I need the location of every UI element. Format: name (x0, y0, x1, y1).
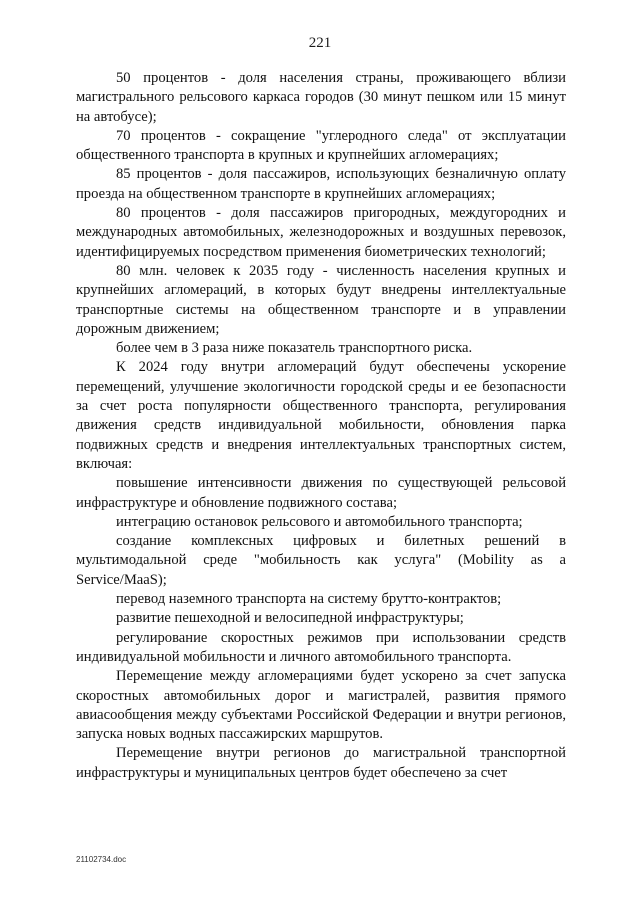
paragraph: Перемещение между агломерациями будет ускорено за счет запуска скоростных автомобильных дорог и магистралей, развития прямого авиасообщения между субъектами Российской Федерации и внутри регионов, запуска новых водных пассажирских маршрутов. (76, 668, 566, 743)
paragraph: перевод наземного транспорта на систему брутто-контрактов; (116, 591, 502, 608)
paragraph: более чем в 3 раза ниже показатель транспортного риска. (116, 340, 473, 357)
paragraph: 70 процентов - сокращение "углеродного следа" от эксплуатации общественного транспорта в крупных и крупнейших агломерациях; (76, 127, 566, 164)
document-body (76, 69, 566, 783)
document-file-reference: 21102734.doc (76, 855, 127, 864)
paragraph: развитие пешеходной и велосипедной инфраструктуры; (116, 610, 464, 627)
paragraph: 80 млн. человек к 2035 году - численность населения крупных и крупнейших агломераций, в которых будут внедрены интеллектуальные транспортные системы на общественном транспорте и в управлении дорожным движением; (76, 262, 566, 337)
paragraph: повышение интенсивности движения по существующей рельсовой инфраструктуре и обновление подвижного состава; (76, 475, 566, 511)
paragraph: интеграцию остановок рельсового и автомобильного транспорта; (116, 513, 523, 530)
page-number: 221 (308, 35, 332, 51)
paragraph: регулирование скоростных режимов при использовании средств индивидуальной мобильности и личного автомобильного транспорта. (76, 629, 566, 665)
paragraph: 50 процентов - доля населения страны, проживающего вблизи магистрального рельсового каркаса городов (30 минут пешком или 15 минут на автобусе); (76, 70, 566, 125)
paragraph: 85 процентов - доля пассажиров, использующих безналичную оплату проезда на общественном транспорте в крупнейших агломерациях; (76, 166, 566, 202)
paragraph: создание комплексных цифровых и билетных решений в мультимодальной среде "мобильность как услуга" (Mobility as a Service/MaaS); (76, 533, 566, 588)
paragraph: К 2024 году внутри агломераций будут обеспечены ускорение перемещений, улучшение экологичности городской среды и ее безопасности за счет роста популярности общественного транспорта, регулирования движения средств индивидуальной мобильности, обновления парка подвижных средств и внедрения интеллектуальных транспортных систем, включая: (76, 359, 566, 472)
paragraph: Перемещение внутри регионов до магистральной транспортной инфраструктуры и муниципальных центров будет обеспечено за счет (76, 745, 566, 781)
paragraph: 80 процентов - доля пассажиров пригородных, междугородних и международных автомобильных, железнодорожных и воздушных перевозок, идентифицируемых посредством применения биометрических технологий; (76, 205, 566, 260)
